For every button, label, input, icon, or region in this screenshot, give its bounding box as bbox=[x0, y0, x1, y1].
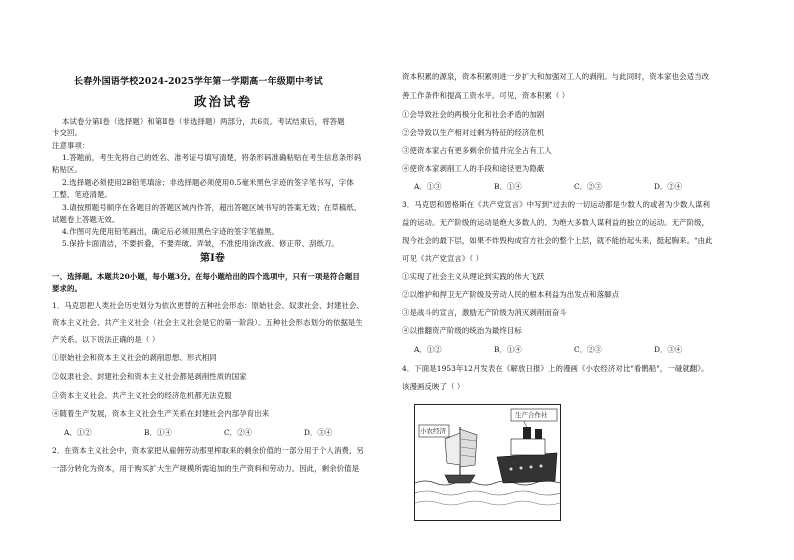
instructions-line: 一、选择题。本题共20小题，每小题3分。在每小题给出的四个选项中，只有一项是符合题目 bbox=[52, 272, 360, 281]
subject-title: 政治试卷 bbox=[194, 94, 253, 109]
notice-item: 2.选择题必须使用2B铅笔填涂；非选择题必须使用0.5毫米黑色字迹的签字笔书写，字体 bbox=[62, 178, 354, 187]
q3-option-c[interactable]: C．②③ bbox=[574, 345, 602, 354]
q1-option-d[interactable]: D．③④ bbox=[304, 428, 333, 437]
q4-stem: 4．下面是1953年12月发表在《解放日报》上的漫画《小农经济对比"看鹘船"，一碰就翻》。 bbox=[402, 364, 709, 373]
q3-stem: 益的运动。无产阶级的运动是绝大多数人的、为绝大多数人谋利益的独立的运动。无产阶级， bbox=[402, 218, 710, 227]
instructions-line: 要求的。 bbox=[52, 284, 82, 293]
cartoon-label-small-farm: 小农经济 bbox=[420, 427, 446, 435]
q3-option-a[interactable]: A．①② bbox=[414, 345, 442, 354]
q3-options bbox=[414, 345, 754, 355]
notice-heading: 注意事项： bbox=[52, 141, 90, 150]
q2-option-b[interactable]: B．①④ bbox=[494, 182, 522, 191]
intro-line: 本试卷分第Ⅰ卷（选择题）和第Ⅱ卷（非选择题）两部分，共6页。考试结束后，将答题 bbox=[62, 117, 345, 126]
q2-stem: 2．在资本主义社会中，资本家把从雇佣劳动那里榨取来的剩余价值的一部分用于个人消费，另 bbox=[52, 446, 364, 455]
q2-option-c[interactable]: C．②③ bbox=[574, 182, 602, 191]
q3-option-b[interactable]: B．①④ bbox=[494, 345, 522, 354]
q1-statement: ①原始社会和资本主义社会的剥削思想、形式相同 bbox=[52, 353, 217, 362]
q3-stem: 可见《共产党宣言》（ ） bbox=[402, 254, 484, 263]
q1-stem: 1．马克思把人类社会历史划分为依次更替的五种社会形态：原始社会、奴隶社会、封建社会、 bbox=[52, 301, 364, 310]
q3-stem: 3．马克思和恩格斯在《共产党宣言》中写到"过去的一切运动都是少数人的或者为少数人谋利 bbox=[402, 200, 710, 209]
q2-statement: ③使资本家占有更多剩余价值并完全占有工人 bbox=[402, 146, 552, 155]
q3-statement: ③是战斗的宣言，激励无产阶级为消灭剥削而奋斗 bbox=[402, 308, 567, 317]
q1-option-b[interactable]: B．①④ bbox=[144, 428, 172, 437]
notice-item: 粘贴区。 bbox=[52, 165, 82, 174]
cartoon-drawing bbox=[415, 405, 560, 520]
q2-statement: ②会导致以生产相对过剩为特征的经济危机 bbox=[402, 128, 545, 137]
q1-option-a[interactable]: A．①② bbox=[64, 428, 92, 437]
q1-statement: ③资本主义社会、共产主义社会的经济危机都无法克服 bbox=[52, 391, 232, 400]
q1-statement: ②奴隶社会、封建社会和资本主义社会都是剥削性质的国家 bbox=[52, 372, 247, 381]
q3-statement: ①实现了社会主义从理论到实践的伟大飞跃 bbox=[402, 272, 545, 281]
q2-statement: ①会导致社会的两极分化和社会矛盾的加剧 bbox=[402, 110, 545, 119]
exam-title: 长春外国语学校2024-2025学年第一学期高一年级期中考试 bbox=[74, 77, 323, 87]
q4-cartoon bbox=[414, 404, 561, 521]
notice-item: 试题卷上答题无效。 bbox=[52, 215, 120, 224]
q1-options bbox=[64, 428, 404, 438]
notice-item: 工整、笔迹清楚。 bbox=[52, 190, 112, 199]
q2-option-d[interactable]: D．②④ bbox=[654, 182, 683, 191]
q1-statement: ④随着生产发展，资本主义社会生产关系在封建社会内部孕育出来 bbox=[52, 409, 270, 418]
q2-stem: 善工作条件和提高工资水平。可见，资本积累（ ） bbox=[402, 91, 570, 100]
q2-stem: 一部分转化为资本，用于购买扩大生产规模所需追加的生产资料和劳动力。因此，剩余价值是 bbox=[52, 464, 360, 473]
notice-item: 3.请按照题号顺序在各题目的答题区域内作答，超出答题区域书写的答案无效；在草稿纸、 bbox=[62, 203, 362, 212]
q2-statement: ④使资本家剥削工人的手段和途径更为隐蔽 bbox=[402, 164, 545, 173]
notice-item: 5.保持卡面清洁，不要折叠，不要弄破、弄皱，不准使用涂改液、修正带、刮纸刀。 bbox=[62, 239, 339, 248]
q3-option-d[interactable]: D．③④ bbox=[654, 345, 683, 354]
q3-stem: 现今社会的最下层，如果不炸毁构成官方社会的整个上层，就不能抬起头来，挺起胸来。"由此 bbox=[402, 236, 713, 245]
q3-statement: ②以维护和捍卫无产阶级及劳动人民的根本利益为出发点和落脚点 bbox=[402, 290, 620, 299]
q1-option-c[interactable]: C．②④ bbox=[224, 428, 252, 437]
q2-options bbox=[414, 182, 754, 192]
cartoon-label-cooperative: 生产合作社 bbox=[515, 411, 548, 419]
notice-item: 4.作图可先使用铅笔画出，确定后必须用黑色字迹的签字笔描黑。 bbox=[62, 227, 279, 236]
q2-stem: 资本积累的源泉，资本积累则进一步扩大和加强对工人的剥削。与此同时，资本家也会适当改 bbox=[402, 72, 710, 81]
notice-item: 1.答题前，考生先将自己的姓名、准考证号填写清楚，将条形码准确粘贴在考生信息条形码 bbox=[62, 153, 362, 162]
section-heading: 第Ⅰ卷 bbox=[200, 253, 225, 264]
q4-stem: 该漫画反映了（ ） bbox=[402, 382, 465, 391]
q1-stem: 资本主义社会、共产主义社会（社会主义社会是它的第一阶段）。五种社会形态划分的依据是生 bbox=[52, 318, 363, 327]
q3-statement: ④以推翻资产阶级的统治为最终目标 bbox=[402, 326, 522, 335]
intro-line: 卡交回。 bbox=[52, 128, 82, 137]
q1-stem: 产关系。以下说法正确的是（ ） bbox=[52, 335, 160, 344]
q2-option-a[interactable]: A．①③ bbox=[414, 182, 442, 191]
